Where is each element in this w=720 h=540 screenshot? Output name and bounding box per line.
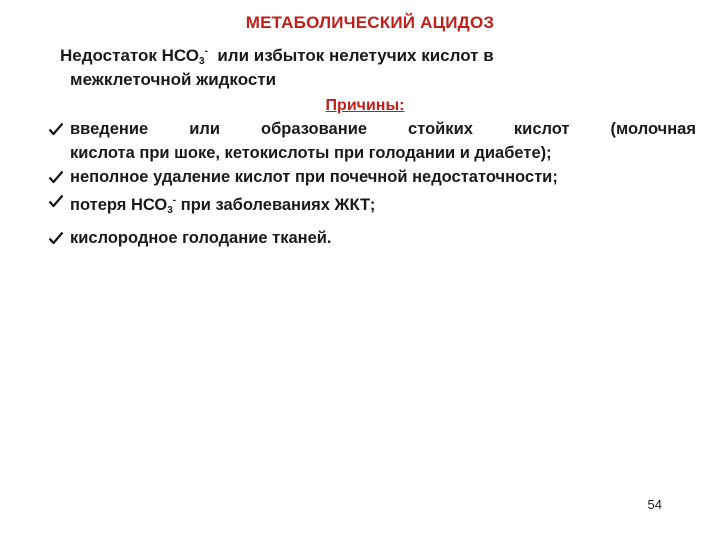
cause-3-superscript: -	[172, 195, 177, 206]
causes-list	[48, 117, 696, 250]
slide-title: МЕТАБОЛИЧЕСКИЙ АЦИДОЗ	[245, 13, 495, 32]
definition-subscript: 3	[199, 56, 205, 67]
cause-4-text: кислородное голодание тканей.	[70, 229, 332, 247]
checkmark-icon	[48, 121, 64, 137]
page-number: 54	[647, 497, 662, 512]
cause-item-4	[48, 226, 696, 250]
definition-prefix: Недостаток НСО	[60, 46, 199, 65]
cause-1-line-1: введение или образование стойких кислот (молочная	[70, 120, 696, 138]
definition-superscript: -	[204, 46, 208, 57]
cause-3-suffix: при заболеваниях ЖКТ;	[176, 196, 376, 214]
cause-item-3	[48, 189, 696, 223]
checkmark-icon	[48, 169, 64, 185]
cause-item-2	[48, 165, 696, 189]
cause-item-1	[48, 117, 696, 165]
cause-3-prefix: потеря НСО	[70, 196, 168, 214]
definition-suffix: или избыток нелетучих кислот в	[207, 46, 494, 65]
checkmark-icon	[48, 193, 64, 209]
cause-3-subscript: 3	[167, 205, 173, 216]
definition-line	[60, 42, 494, 72]
cause-1-line-2: кислота при шоке, кетокислоты при голодании и диабете);	[70, 144, 552, 162]
causes-heading: Причины:	[325, 97, 405, 114]
cause-2-text: неполное удаление кислот при почечной недостаточности;	[70, 168, 558, 186]
checkmark-icon	[48, 230, 64, 246]
definition-continuation: межклеточной жидкости	[70, 70, 277, 89]
